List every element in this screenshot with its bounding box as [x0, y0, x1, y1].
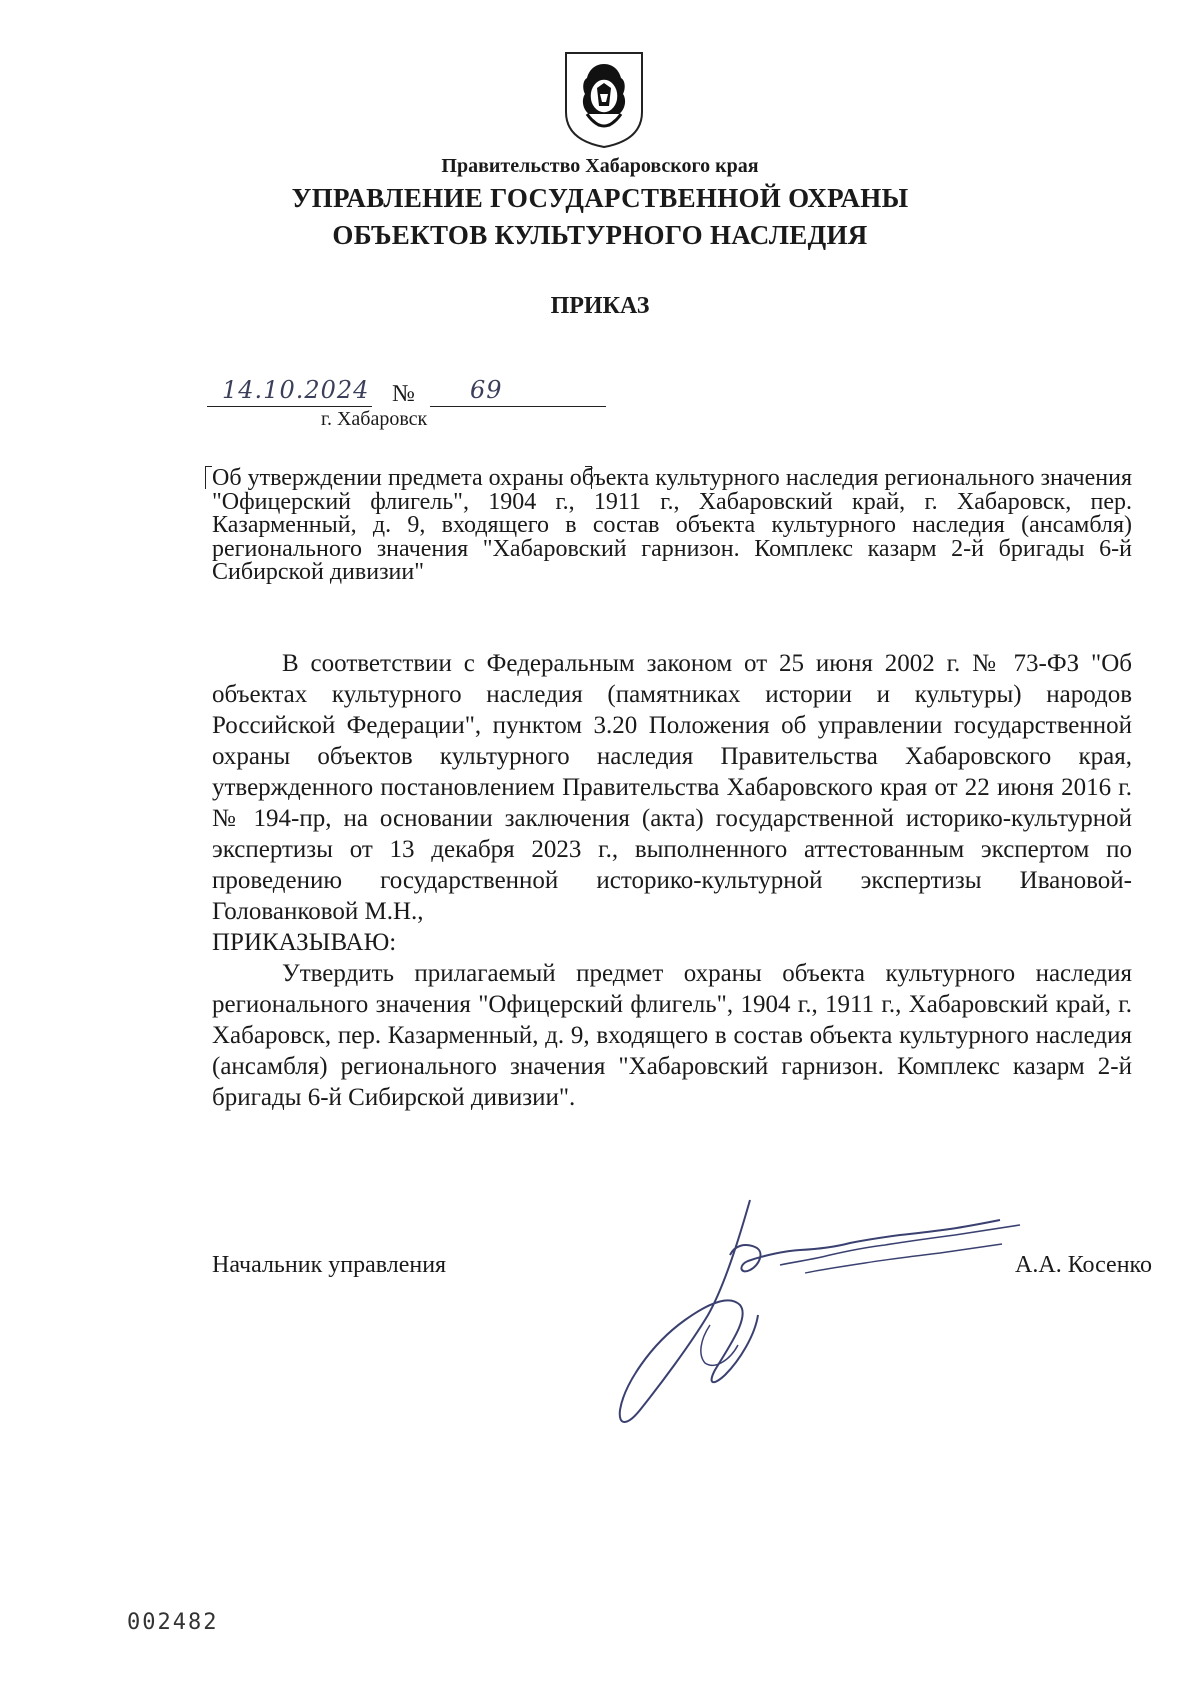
government-name: Правительство Хабаровского края	[441, 155, 759, 177]
number-field	[430, 372, 606, 407]
signatory-name: А.А. Косенко	[1015, 1252, 1152, 1278]
handwritten-number: 69	[470, 376, 503, 404]
order-subject: Об утверждении предмета охраны объекта культурного наследия регионального значения "Офицерский флигель", 1904 г., 1911 г., Хабаровский край, г. Хабаровск, пер. Казарменный, д. 9, входящего в состав объекта культурного наследия (ансамбля) регионального значения "Хабаровский гарнизон. Комплекс казарм 2-й бригады 6-й Сибирской дивизии"	[212, 465, 1132, 585]
department-name-line1: УПРАВЛЕНИЕ ГОСУДАРСТВЕННОЙ ОХРАНЫ	[291, 183, 909, 213]
serial-number: 002482	[127, 1610, 219, 1635]
directive-word: ПРИКАЗЫВАЮ:	[212, 929, 397, 956]
coat-of-arms-emblem	[563, 50, 645, 150]
handwritten-date: 14.10.2024	[222, 376, 370, 404]
handwritten-signature	[590, 1195, 1050, 1435]
date-field	[207, 372, 372, 407]
city-label: г. Хабаровск	[321, 408, 428, 430]
subject-bracket-left	[205, 466, 212, 489]
document-title: ПРИКАЗ	[550, 293, 650, 319]
number-sign: №	[392, 381, 415, 407]
department-name-line2: ОБЪЕКТОВ КУЛЬТУРНОГО НАСЛЕДИЯ	[332, 220, 868, 250]
signatory-title: Начальник управления	[212, 1252, 447, 1278]
resolution-paragraph: Утвердить прилагаемый предмет охраны объекта культурного наследия регионального значения "Офицерский флигель", 1904 г., 1911 г., Хабаровский край, г. Хабаровск, пер. Казарменный, д. 9, входящего в состав объекта культурного наследия (ансамбля) регионального значения "Хабаровский гарнизон. Комплекс казарм 2-й бригады 6-й Сибирской дивизии".	[212, 960, 1132, 1111]
order-date-number-row	[207, 372, 607, 408]
order-body	[212, 648, 1132, 1113]
preamble-paragraph: В соответствии с Федеральным законом от 25 июня 2002 г. № 73-ФЗ "Об объектах культурного наследия (памятниках истории и культуры) народов Российской Федерации", пунктом 3.20 Положения об управлении государственной охраны объектов культурного наследия Правительства Хабаровского края, утвержденного постановлением Правительства Хабаровского края от 22 июня 2016 г. № 194-пр, на основании заключения (акта) государственной историко-культурной экспертизы от 13 декабря 2023 г., выполненного аттестованным экспертом по проведению государственной историко-культурной экспертизы Ивановой-Голованковой М.Н.,	[212, 650, 1132, 925]
